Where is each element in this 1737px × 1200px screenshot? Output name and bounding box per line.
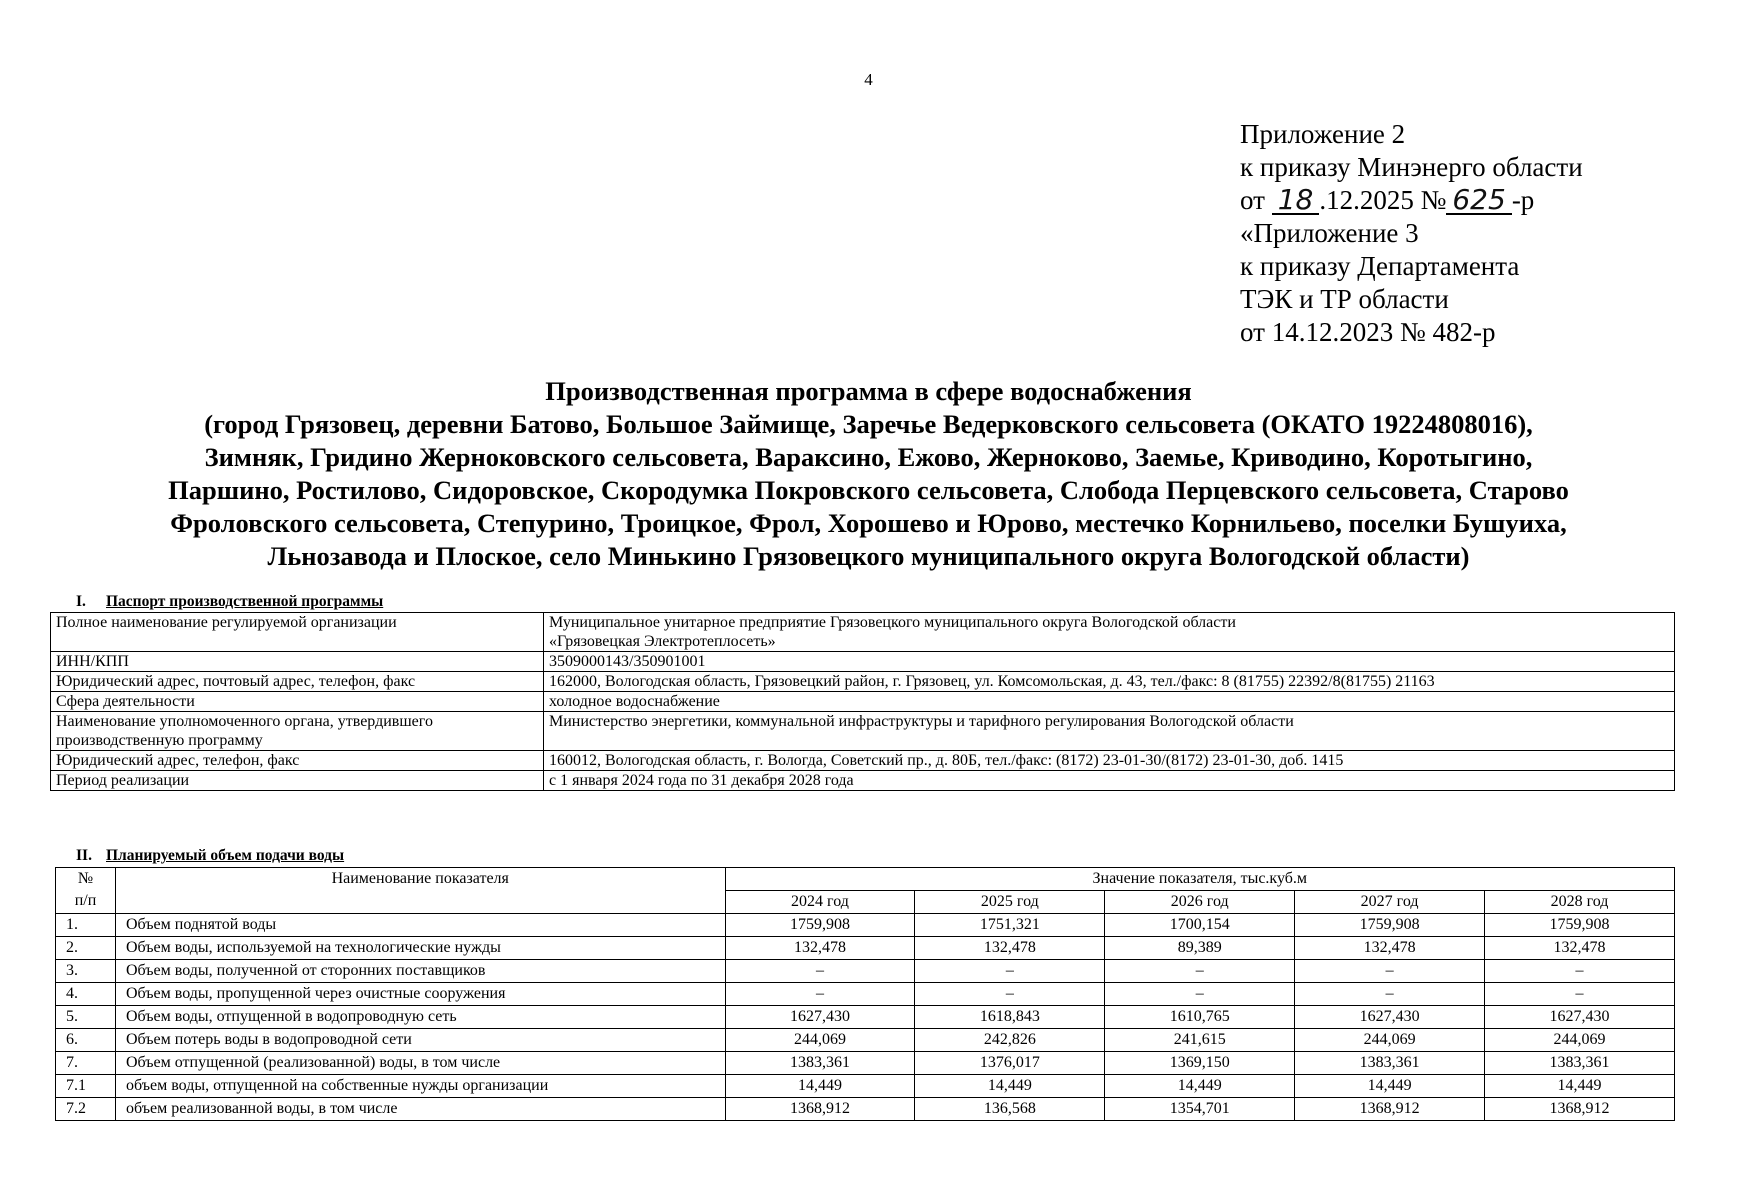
table-header-row: [56, 868, 1675, 891]
row-value: 132,478: [1485, 937, 1675, 960]
row-number: 5.: [56, 1006, 116, 1029]
row-value: 89,389: [1105, 937, 1295, 960]
appendix-order-line: [1240, 184, 1583, 217]
row-indicator-name: Объем воды, отпущенной в водопроводную сеть: [115, 1006, 725, 1029]
row-number: 1.: [56, 914, 116, 937]
row-value: 1759,908: [1485, 914, 1675, 937]
row-value: 14,449: [1485, 1075, 1675, 1098]
section-title: Планируемый объем подачи воды: [106, 847, 345, 864]
table-row: [56, 914, 1675, 937]
table-row: [51, 712, 1675, 751]
row-value: 1383,361: [725, 1052, 915, 1075]
section-heading-volume: [50, 847, 344, 865]
title-line: Зимняк, Гридино Жерноковского сельсовета, Вараксино, Ежово, Жерноково, Заемье, Криводино, Коротыгино,: [204, 442, 1533, 472]
appendix-line: от 14.12.2023 № 482-р: [1240, 317, 1496, 347]
row-value: 1368,912: [1485, 1098, 1675, 1121]
row-value: –: [1295, 983, 1485, 1006]
table-cell-label: Период реализации: [51, 771, 544, 791]
appendix-line: «Приложение 3: [1240, 218, 1419, 248]
row-number: 4.: [56, 983, 116, 1006]
row-indicator-name: Объем отпущенной (реализованной) воды, в том числе: [115, 1052, 725, 1075]
header-number-line: п/п: [74, 892, 97, 909]
label-line: производственную программу: [56, 732, 263, 749]
row-value: –: [915, 960, 1105, 983]
page-number: 4: [864, 70, 873, 89]
row-value: 132,478: [915, 937, 1105, 960]
appendix-order-suffix: -р: [1511, 185, 1535, 215]
row-value: –: [1295, 960, 1485, 983]
row-number: 2.: [56, 937, 116, 960]
table-row: [51, 613, 1675, 652]
row-value: –: [725, 983, 915, 1006]
table-row: [51, 692, 1675, 712]
title-line: Производственная программа в сфере водоснабжения: [545, 376, 1192, 406]
row-value: –: [1485, 960, 1675, 983]
handwritten-day: 18: [1272, 187, 1320, 215]
water-volume-table: [55, 867, 1675, 1121]
table-cell-value: 160012, Вологодская область, г. Вологда, Советский пр., д. 80Б, тел./факс: (8172) 23-01-30/(8172) 23-01-30, доб. 1415: [544, 751, 1675, 771]
row-value: 1759,908: [1295, 914, 1485, 937]
row-value: 14,449: [725, 1075, 915, 1098]
table-row: [51, 652, 1675, 672]
row-value: 1627,430: [1295, 1006, 1485, 1029]
appendix-order-prefix: от: [1240, 185, 1265, 215]
table-row: [56, 1006, 1675, 1029]
row-value: 14,449: [1105, 1075, 1295, 1098]
title-line: Льнозавода и Плоское, село Минькино Грязовецкого муниципального округа Вологодской области): [267, 541, 1470, 571]
table-cell-value: [544, 613, 1675, 652]
row-value: 1610,765: [1105, 1006, 1295, 1029]
row-value: 244,069: [1295, 1029, 1485, 1052]
row-number: 6.: [56, 1029, 116, 1052]
appendix-block: [1240, 118, 1583, 349]
table-row: [56, 1075, 1675, 1098]
appendix-line: Приложение 2: [1240, 119, 1406, 149]
row-value: 1627,430: [725, 1006, 915, 1029]
handwritten-number: 625: [1446, 187, 1511, 215]
appendix-order-date: .12.2025 №: [1319, 185, 1447, 215]
row-value: 1354,701: [1105, 1098, 1295, 1121]
row-value: 1376,017: [915, 1052, 1105, 1075]
document-title: [40, 375, 1697, 573]
table-cell-label: Сфера деятельности: [51, 692, 544, 712]
row-value: 1369,150: [1105, 1052, 1295, 1075]
row-value: 1618,843: [915, 1006, 1105, 1029]
table-row: [56, 1052, 1675, 1075]
table-body: [56, 914, 1675, 1121]
table-row: [51, 771, 1675, 791]
title-line: Фроловского сельсовета, Степурино, Троицкое, Фрол, Хорошево и Юрово, местечко Корнильево, поселки Бушуиха,: [170, 508, 1567, 538]
header-number-line: №: [77, 870, 94, 887]
row-value: 242,826: [915, 1029, 1105, 1052]
header-year: 2026 год: [1105, 891, 1295, 914]
title-line: (город Грязовец, деревни Батово, Большое Займище, Заречье Ведерковского сельсовета (ОКАТО 19224808016),: [204, 409, 1533, 439]
table-cell-value: с 1 января 2024 года по 31 декабря 2028 года: [544, 771, 1675, 791]
row-value: 1368,912: [1295, 1098, 1485, 1121]
row-indicator-name: объем реализованной воды, в том числе: [115, 1098, 725, 1121]
table-row: [56, 960, 1675, 983]
row-value: 1759,908: [725, 914, 915, 937]
row-value: 1383,361: [1295, 1052, 1485, 1075]
row-value: –: [1105, 960, 1295, 983]
table-cell-value: Министерство энергетики, коммунальной инфраструктуры и тарифного регулирования Вологодской области: [544, 712, 1675, 751]
section-title: Паспорт производственной программы: [106, 593, 384, 610]
table-cell-value: 3509000143/350901001: [544, 652, 1675, 672]
row-value: 14,449: [1295, 1075, 1485, 1098]
value-line: «Грязовецкая Электротеплосеть»: [549, 633, 776, 650]
label-line: Наименование уполномоченного органа, утвердившего: [56, 713, 433, 730]
header-year: 2025 год: [915, 891, 1105, 914]
header-year: 2028 год: [1485, 891, 1675, 914]
row-value: 244,069: [725, 1029, 915, 1052]
row-indicator-name: Объем воды, используемой на технологические нужды: [115, 937, 725, 960]
row-value: 1700,154: [1105, 914, 1295, 937]
row-number: 3.: [56, 960, 116, 983]
row-value: –: [725, 960, 915, 983]
table-cell-value: 162000, Вологодская область, Грязовецкий район, г. Грязовец, ул. Комсомольская, д. 43, тел./факс: 8 (81755) 22392/8(81755) 21163: [544, 672, 1675, 692]
table-cell-label: ИНН/КПП: [51, 652, 544, 672]
row-value: –: [1485, 983, 1675, 1006]
row-value: –: [1105, 983, 1295, 1006]
table-row: [51, 672, 1675, 692]
table-cell-label: Полное наименование регулируемой организации: [51, 613, 544, 652]
row-value: 241,615: [1105, 1029, 1295, 1052]
appendix-line: к приказу Минэнерго области: [1240, 152, 1583, 182]
row-indicator-name: Объем поднятой воды: [115, 914, 725, 937]
row-number: 7.: [56, 1052, 116, 1075]
row-value: 244,069: [1485, 1029, 1675, 1052]
table-row: [51, 751, 1675, 771]
row-value: 132,478: [725, 937, 915, 960]
row-value: 132,478: [1295, 937, 1485, 960]
section-number: I.: [76, 593, 86, 610]
appendix-line: к приказу Департамента: [1240, 251, 1520, 281]
title-line: Паршино, Ростилово, Сидоровское, Скородумка Покровского сельсовета, Слобода Перцевского сельсовета, Старово: [168, 475, 1569, 505]
passport-table: [50, 612, 1675, 791]
row-value: 1627,430: [1485, 1006, 1675, 1029]
row-value: –: [915, 983, 1105, 1006]
header-year: 2027 год: [1295, 891, 1485, 914]
row-indicator-name: Объем воды, пропущенной через очистные сооружения: [115, 983, 725, 1006]
row-value: 1368,912: [725, 1098, 915, 1121]
row-number: 7.1: [56, 1075, 116, 1098]
header-cell-number: [56, 868, 116, 914]
table-row: [56, 983, 1675, 1006]
header-cell-value: Значение показателя, тыс.куб.м: [725, 868, 1674, 891]
header-year: 2024 год: [725, 891, 915, 914]
row-value: 136,568: [915, 1098, 1105, 1121]
row-indicator-name: объем воды, отпущенной на собственные нужды организации: [115, 1075, 725, 1098]
appendix-line: ТЭК и ТР области: [1240, 284, 1449, 314]
table-cell-value: холодное водоснабжение: [544, 692, 1675, 712]
table-cell-label: [51, 712, 544, 751]
row-number: 7.2: [56, 1098, 116, 1121]
row-indicator-name: Объем потерь воды в водопроводной сети: [115, 1029, 725, 1052]
table-cell-label: Юридический адрес, почтовый адрес, телефон, факс: [51, 672, 544, 692]
value-line: Муниципальное унитарное предприятие Грязовецкого муниципального округа Вологодской области: [549, 614, 1236, 631]
table-row: [56, 937, 1675, 960]
section-number: II.: [76, 847, 92, 864]
header-cell-name: Наименование показателя: [115, 868, 725, 914]
row-value: 1383,361: [1485, 1052, 1675, 1075]
table-row: [56, 1098, 1675, 1121]
row-value: 1751,321: [915, 914, 1105, 937]
table-cell-label: Юридический адрес, телефон, факс: [51, 751, 544, 771]
table-row: [56, 1029, 1675, 1052]
row-indicator-name: Объем воды, полученной от сторонних поставщиков: [115, 960, 725, 983]
section-heading-passport: [50, 593, 383, 611]
row-value: 14,449: [915, 1075, 1105, 1098]
